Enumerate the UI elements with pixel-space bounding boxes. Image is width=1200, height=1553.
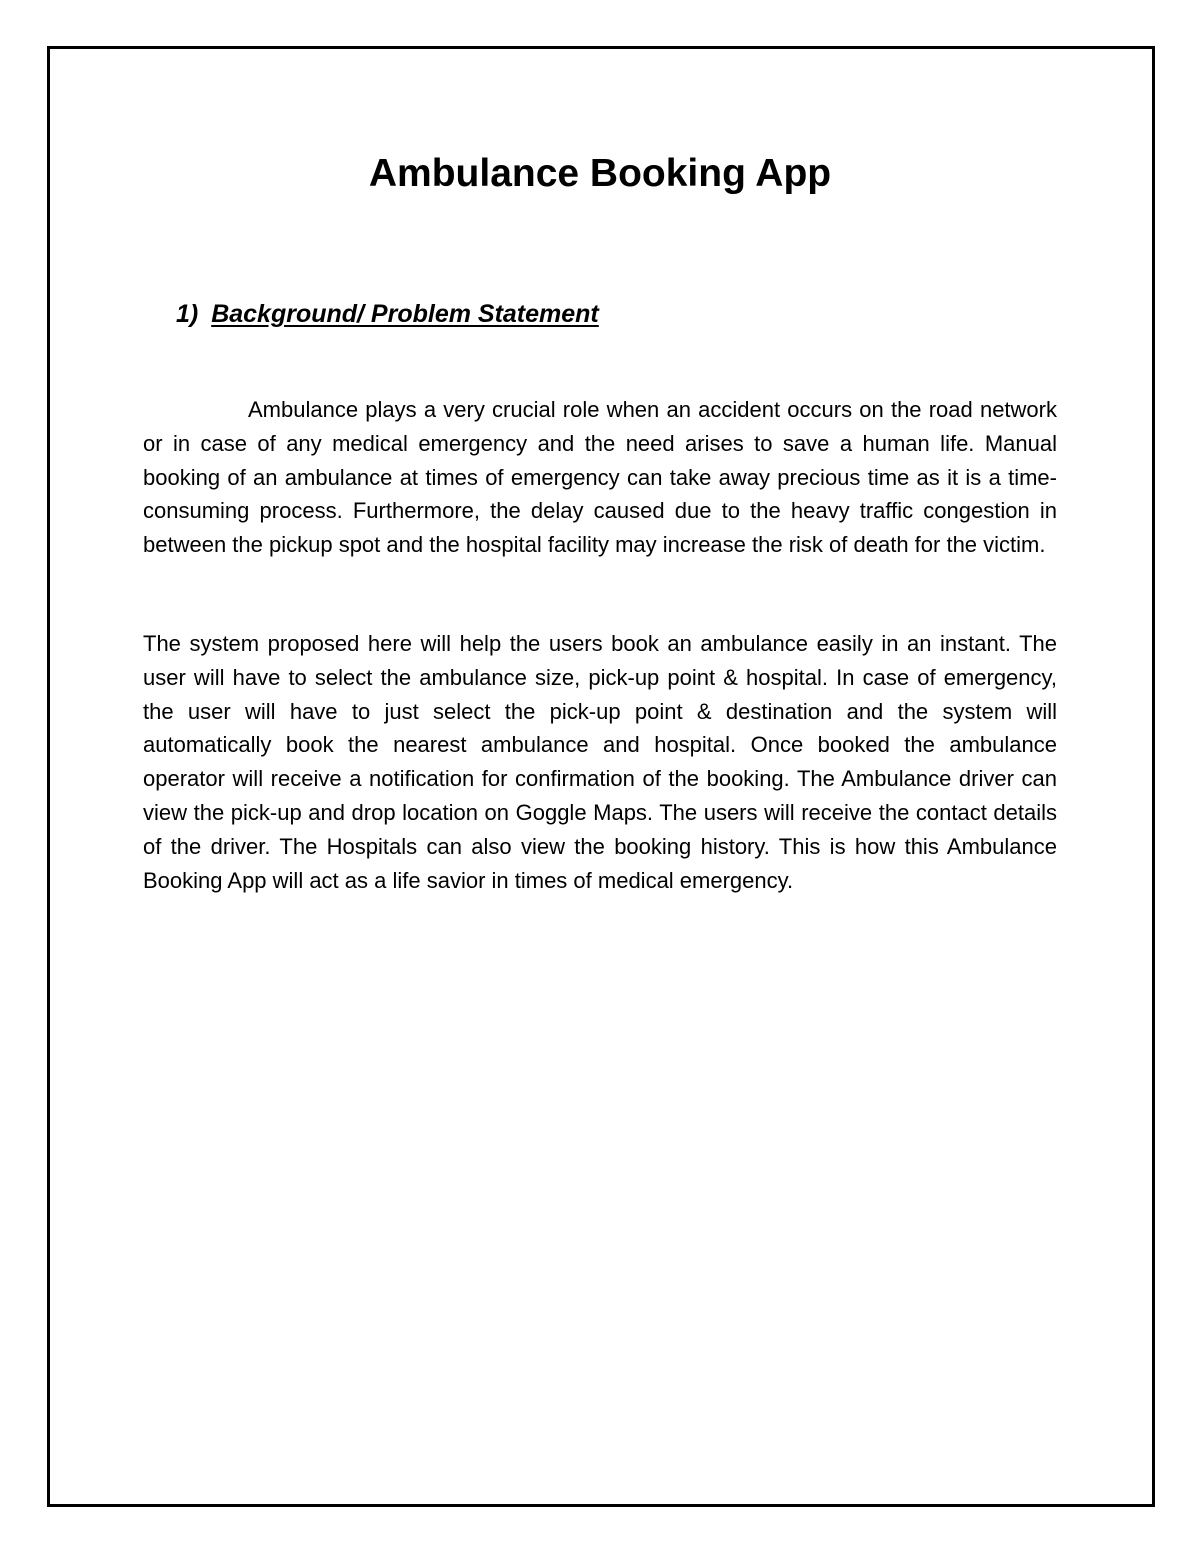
paragraph-background: Ambulance plays a very crucial role when an accident occurs on the road network or in case of any medical emergency and the need arises to save a human life. Manual booking of an ambulance at times of emergency can take away precious time as it is a time-consuming process. Furthermore, the delay caused due to the heavy traffic congestion in between the pickup spot and the hospital facility may increase the risk of death for the victim. (143, 397, 1057, 558)
section-heading (176, 297, 599, 331)
paragraph-proposed-system: The system proposed here will help the users book an ambulance easily in an instant. The user will have to select the ambulance size, pick-up point & hospital. In case of emergency, the user will have to just select the pick-up point & destination and the system will automatically book the nearest ambulance and hospital. Once booked the ambulance operator will receive a notification for confirmation of the booking. The Ambulance driver can view the pick-up and drop location on Goggle Maps. The users will receive the contact details of the driver. The Hospitals can also view the booking history. This is how this Ambulance Booking App will act as a life savior in times of medical emergency. (143, 631, 1057, 893)
section-number: 1) (176, 300, 199, 328)
section-heading-text: Background/ Problem Statement (211, 300, 599, 328)
document-title: Ambulance Booking App (368, 152, 832, 195)
